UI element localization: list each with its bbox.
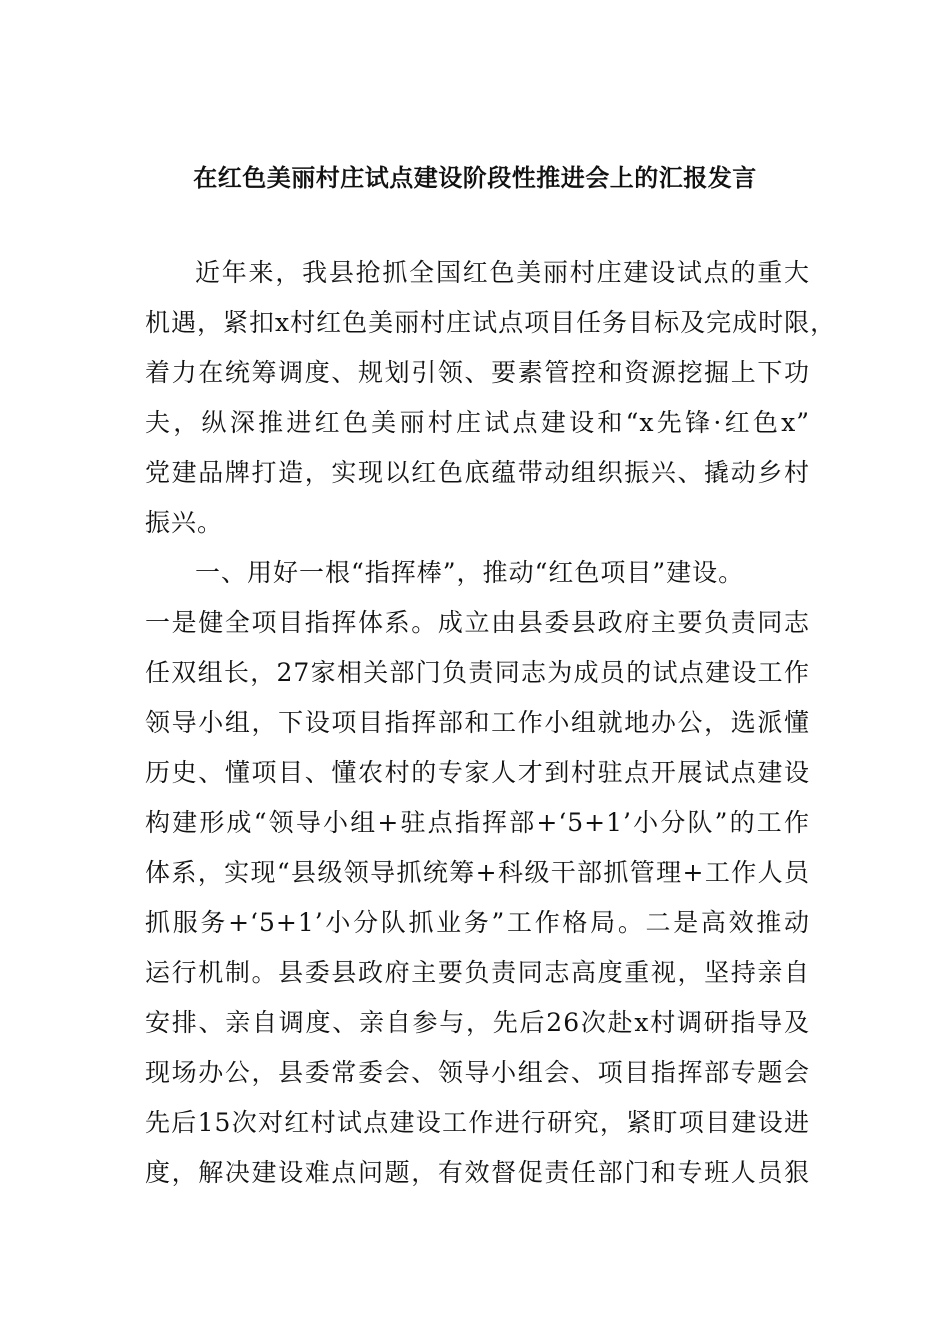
paragraph-line: 任双组长，27家相关部门负责同志为成员的试点建设工作 [145, 658, 810, 687]
paragraph-line: 机遇，紧扣x村红色美丽村庄试点项目任务目标及完成时限， [145, 308, 837, 337]
paragraph-line: 近年来，我县抢抓全国红色美丽村庄建设试点的重大 [195, 258, 810, 287]
paragraph-line: 现场办公，县委常委会、领导小组会、项目指挥部专题会 [145, 1058, 810, 1087]
paragraph-line: 着力在统筹调度、规划引领、要素管控和资源挖掘上下功 [145, 358, 810, 387]
paragraph-line: 构建形成“领导小组+驻点指挥部+‘5+1’小分队”的工作 [145, 808, 810, 837]
paragraph-line: 党建品牌打造，实现以红色底蕴带动组织振兴、撬动乡村 [145, 458, 810, 487]
paragraph-line: 安排、亲自调度、亲自参与，先后26次赴x村调研指导及 [145, 1008, 810, 1037]
document-title: 在红色美丽村庄试点建设阶段性推进会上的汇报发言 [193, 163, 757, 192]
paragraph-line: 夫，纵深推进红色美丽村庄试点建设和“x先锋·红色x” [145, 408, 810, 437]
paragraph-line: 振兴。 [145, 508, 224, 537]
paragraph-line: 度，解决建设难点问题，有效督促责任部门和专班人员狠 [145, 1158, 810, 1187]
paragraph-line: 运行机制。县委县政府主要负责同志高度重视，坚持亲自 [145, 958, 810, 987]
document-body [145, 248, 837, 1198]
paragraph-line: 历史、懂项目、懂农村的专家人才到村驻点开展试点建设 [145, 758, 810, 787]
paragraph-line: 先后15次对红村试点建设工作进行研究，紧盯项目建设进 [145, 1108, 810, 1137]
paragraph-line: 抓服务+‘5+1’小分队抓业务”工作格局。二是高效推动 [145, 908, 810, 937]
paragraph-line: 领导小组，下设项目指挥部和工作小组就地办公，选派懂 [145, 708, 810, 737]
section-heading-line: 一、用好一根“指挥棒”，推动“红色项目”建设。 [195, 558, 745, 587]
paragraph-line: 体系，实现“县级领导抓统筹+科级干部抓管理+工作人员 [145, 858, 810, 887]
paragraph-line: 一是健全项目指挥体系。成立由县委县政府主要负责同志 [145, 608, 810, 637]
